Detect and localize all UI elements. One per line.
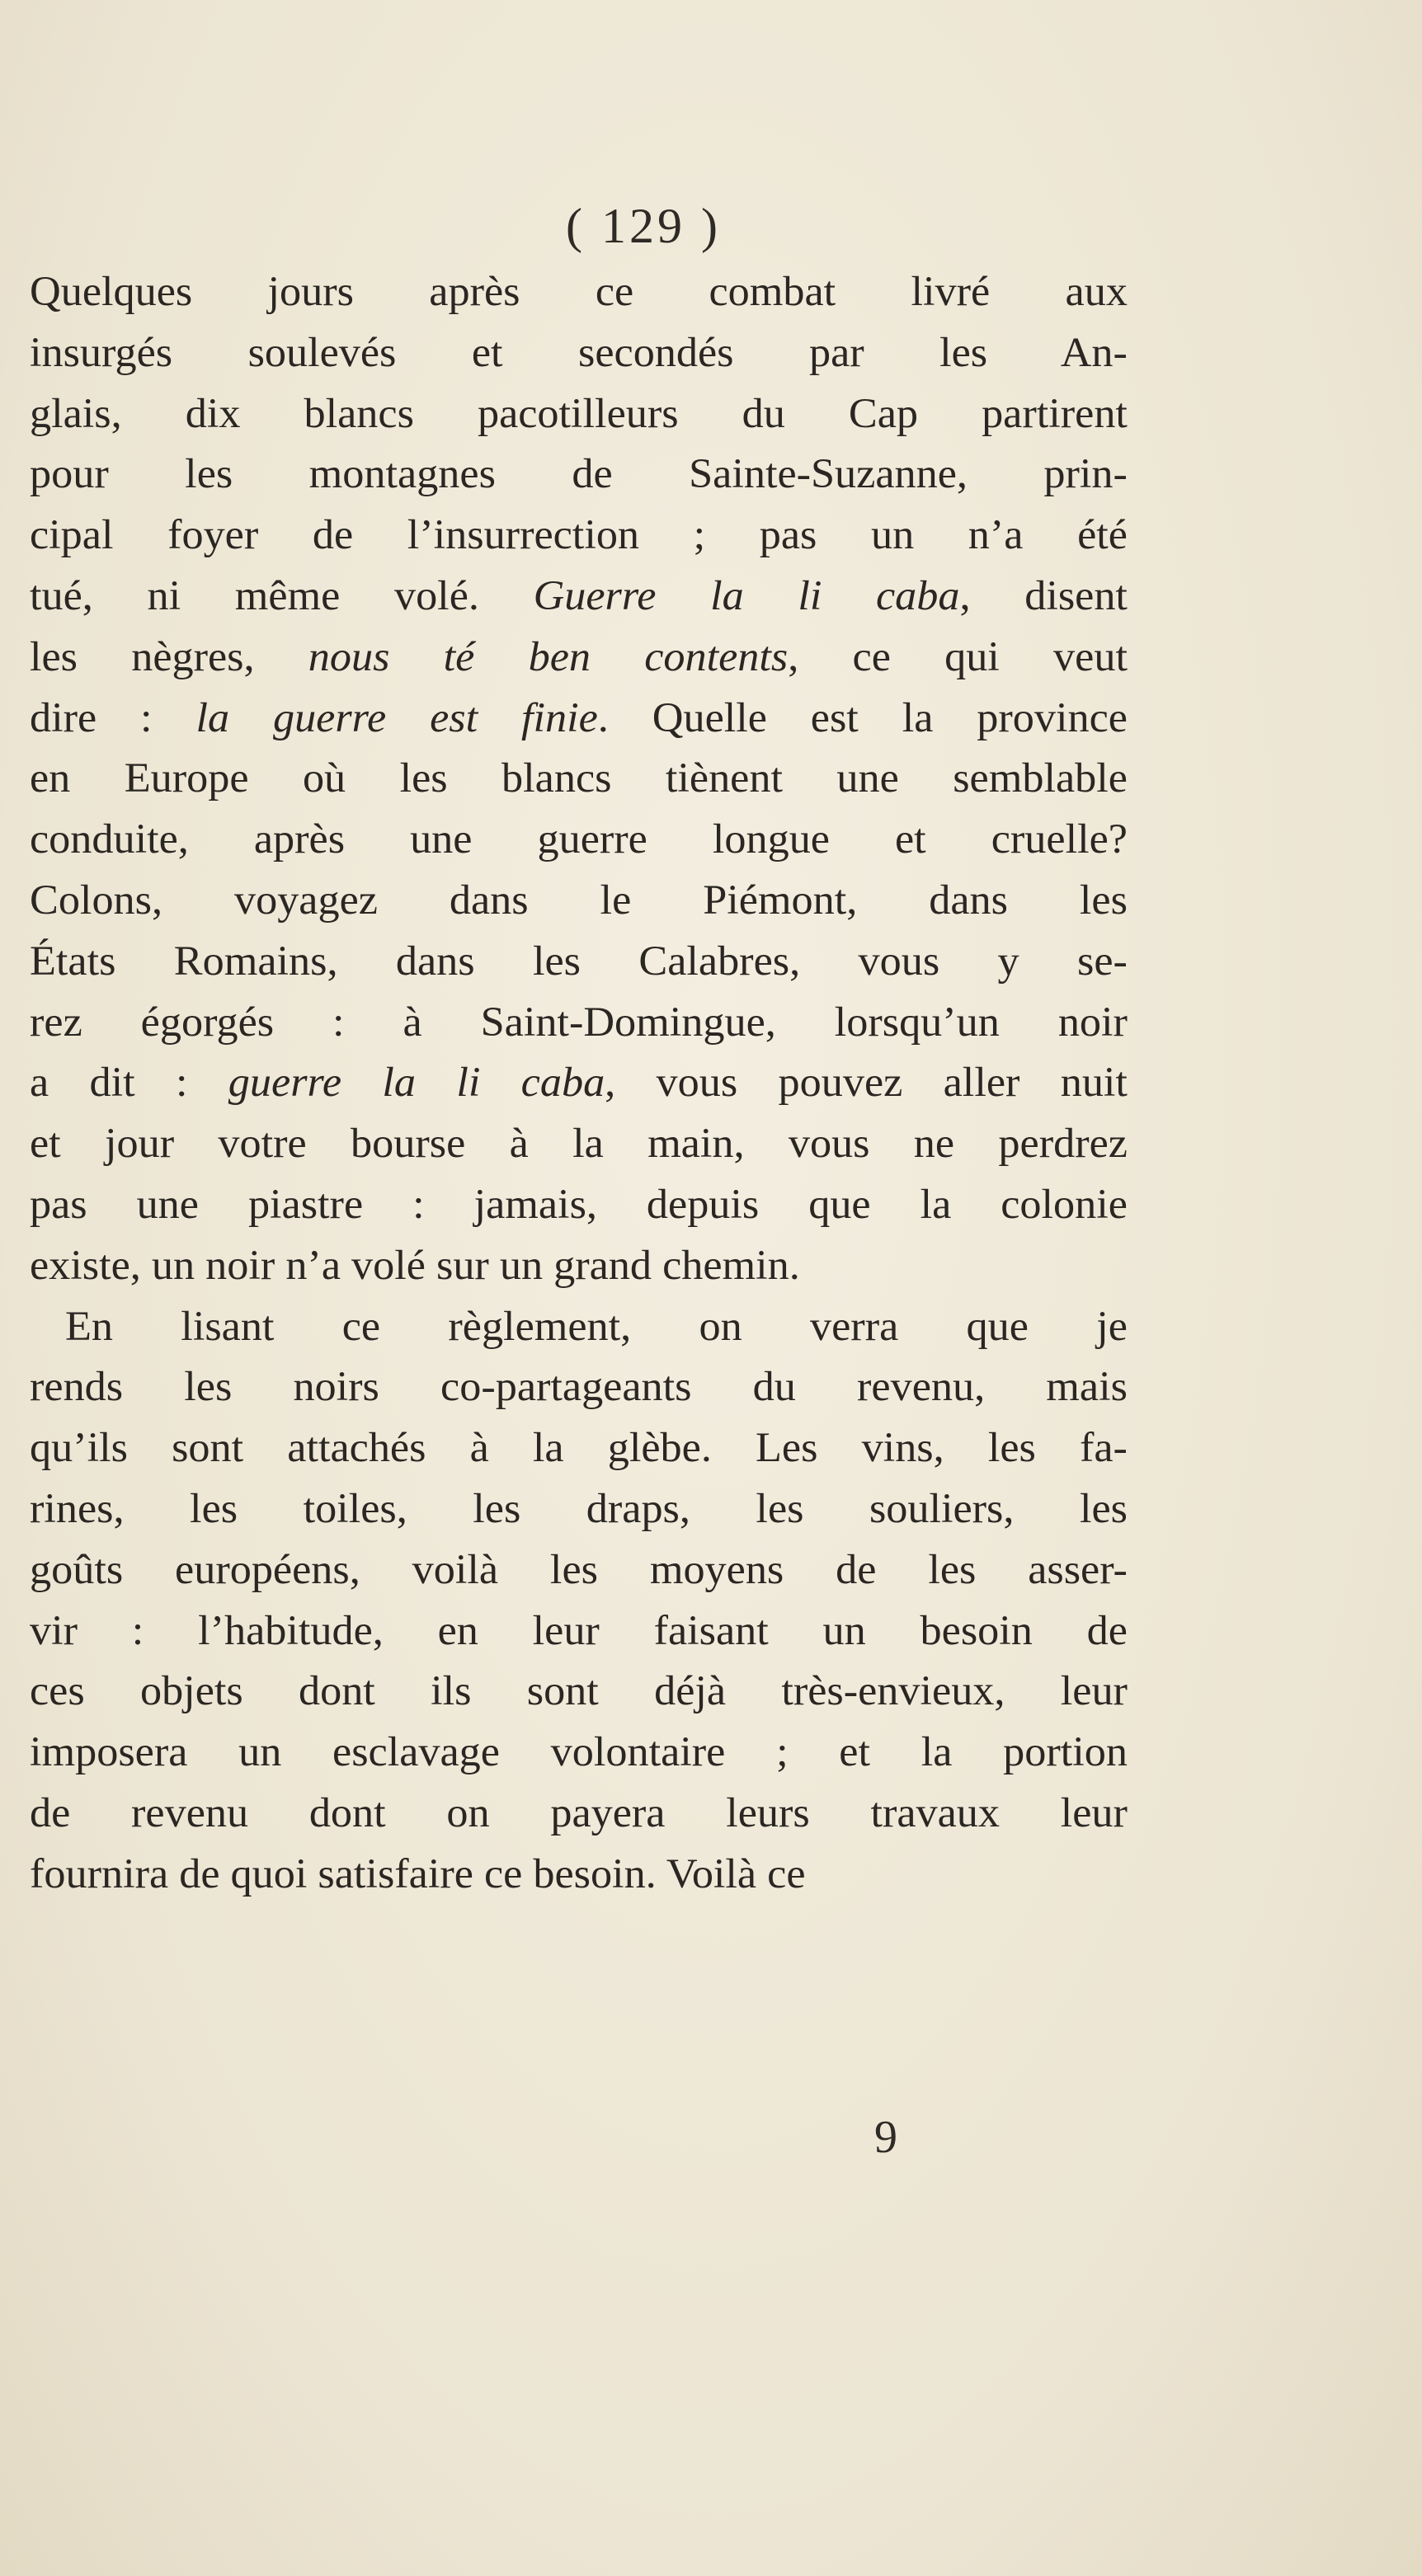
text-line <box>30 1479 1128 1540</box>
page-number: ( 129 ) <box>566 199 721 253</box>
text-line <box>30 932 1128 993</box>
text-line <box>30 1845 1128 1906</box>
text-run: qu’ils sont attachés à la glèbe. Les vins, les fa- <box>30 1425 1128 1472</box>
text-run: , disent <box>959 572 1128 619</box>
text-line <box>30 1540 1128 1601</box>
text-line <box>30 810 1128 871</box>
text-line <box>30 323 1128 384</box>
text-run: conduite, après une guerre longue et cruelle? <box>30 816 1128 863</box>
text-line <box>30 1723 1128 1784</box>
text-run: dire : <box>30 694 196 741</box>
text-run: rends les noirs co-partageants du revenu, mais <box>30 1364 1128 1411</box>
text-line <box>30 1601 1128 1662</box>
text-run: fournira de quoi satisfaire ce besoin. Voilà ce <box>30 1850 806 1897</box>
text-line <box>30 1175 1128 1236</box>
text-line <box>30 1053 1128 1114</box>
text-run: États Romains, dans les Calabres, vous y se- <box>30 938 1128 985</box>
text-line <box>30 749 1128 810</box>
text-run: pour les montagnes de Sainte-Suzanne, prin- <box>30 451 1128 498</box>
text-run: Colons, voyagez dans le Piémont, dans les <box>30 877 1128 924</box>
text-run: Quelques jours après ce combat livré aux <box>30 269 1128 315</box>
text-run: ces objets dont ils sont déjà très-envieux, leur <box>30 1668 1128 1715</box>
text-line <box>30 871 1128 932</box>
italic-phrase: nous té ben contents <box>308 633 789 680</box>
paragraph <box>30 262 1128 1297</box>
text-line <box>30 1357 1128 1418</box>
text-run: a dit : <box>30 1060 228 1107</box>
text-line <box>30 1236 1128 1297</box>
text-line <box>30 993 1128 1054</box>
paragraph <box>30 1297 1128 1906</box>
text-run: , vous pouvez aller nuit <box>605 1060 1128 1107</box>
text-line <box>30 1297 1128 1358</box>
text-run: glais, dix blancs pacotilleurs du Cap partirent <box>30 390 1128 437</box>
text-line <box>30 1784 1128 1845</box>
italic-phrase: guerre la li caba <box>228 1060 605 1107</box>
text-run: rez égorgés : à Saint-Domingue, lorsqu’un noir <box>30 999 1128 1046</box>
text-line <box>30 566 1128 628</box>
text-run: existe, un noir n’a volé sur un grand chemin. <box>30 1242 800 1289</box>
text-line <box>30 689 1128 750</box>
text-line <box>30 262 1128 323</box>
text-run: en Europe où les blancs tiènent une semblable <box>30 755 1128 802</box>
text-run: de revenu dont on payera leurs travaux leur <box>30 1789 1128 1836</box>
text-run: tué, ni même volé. <box>30 572 534 619</box>
text-line <box>30 628 1128 689</box>
text-run: cipal foyer de l’insurrection ; pas un n’a été <box>30 512 1128 559</box>
text-run: les nègres, <box>30 633 308 680</box>
text-run: et jour votre bourse à la main, vous ne perdrez <box>30 1121 1128 1168</box>
text-line <box>30 1418 1128 1479</box>
text-run: , ce qui veut <box>788 633 1128 680</box>
text-run: . Quelle est la province <box>597 694 1128 741</box>
text-run: goûts européens, voilà les moyens de les asser- <box>30 1546 1128 1593</box>
text-run: imposera un esclavage volontaire ; et la portion <box>30 1729 1128 1776</box>
text-run: insurgés soulevés et secondés par les An- <box>30 329 1128 376</box>
body-text <box>30 262 1128 1906</box>
text-line <box>30 444 1128 505</box>
text-line <box>30 505 1128 566</box>
text-line <box>30 1662 1128 1723</box>
text-run: rines, les toiles, les draps, les souliers, les <box>30 1485 1128 1532</box>
text-run: vir : l’habitude, en leur faisant un besoin de <box>30 1607 1128 1654</box>
italic-phrase: la guerre est finie <box>195 694 598 741</box>
signature-mark: 9 <box>874 2112 897 2163</box>
italic-phrase: Guerre la li caba <box>533 572 960 619</box>
text-run: pas une piastre : jamais, depuis que la colonie <box>30 1181 1128 1228</box>
text-line <box>30 384 1128 445</box>
text-run: En lisant ce règlement, on verra que je <box>64 1303 1128 1350</box>
text-line <box>30 1114 1128 1175</box>
